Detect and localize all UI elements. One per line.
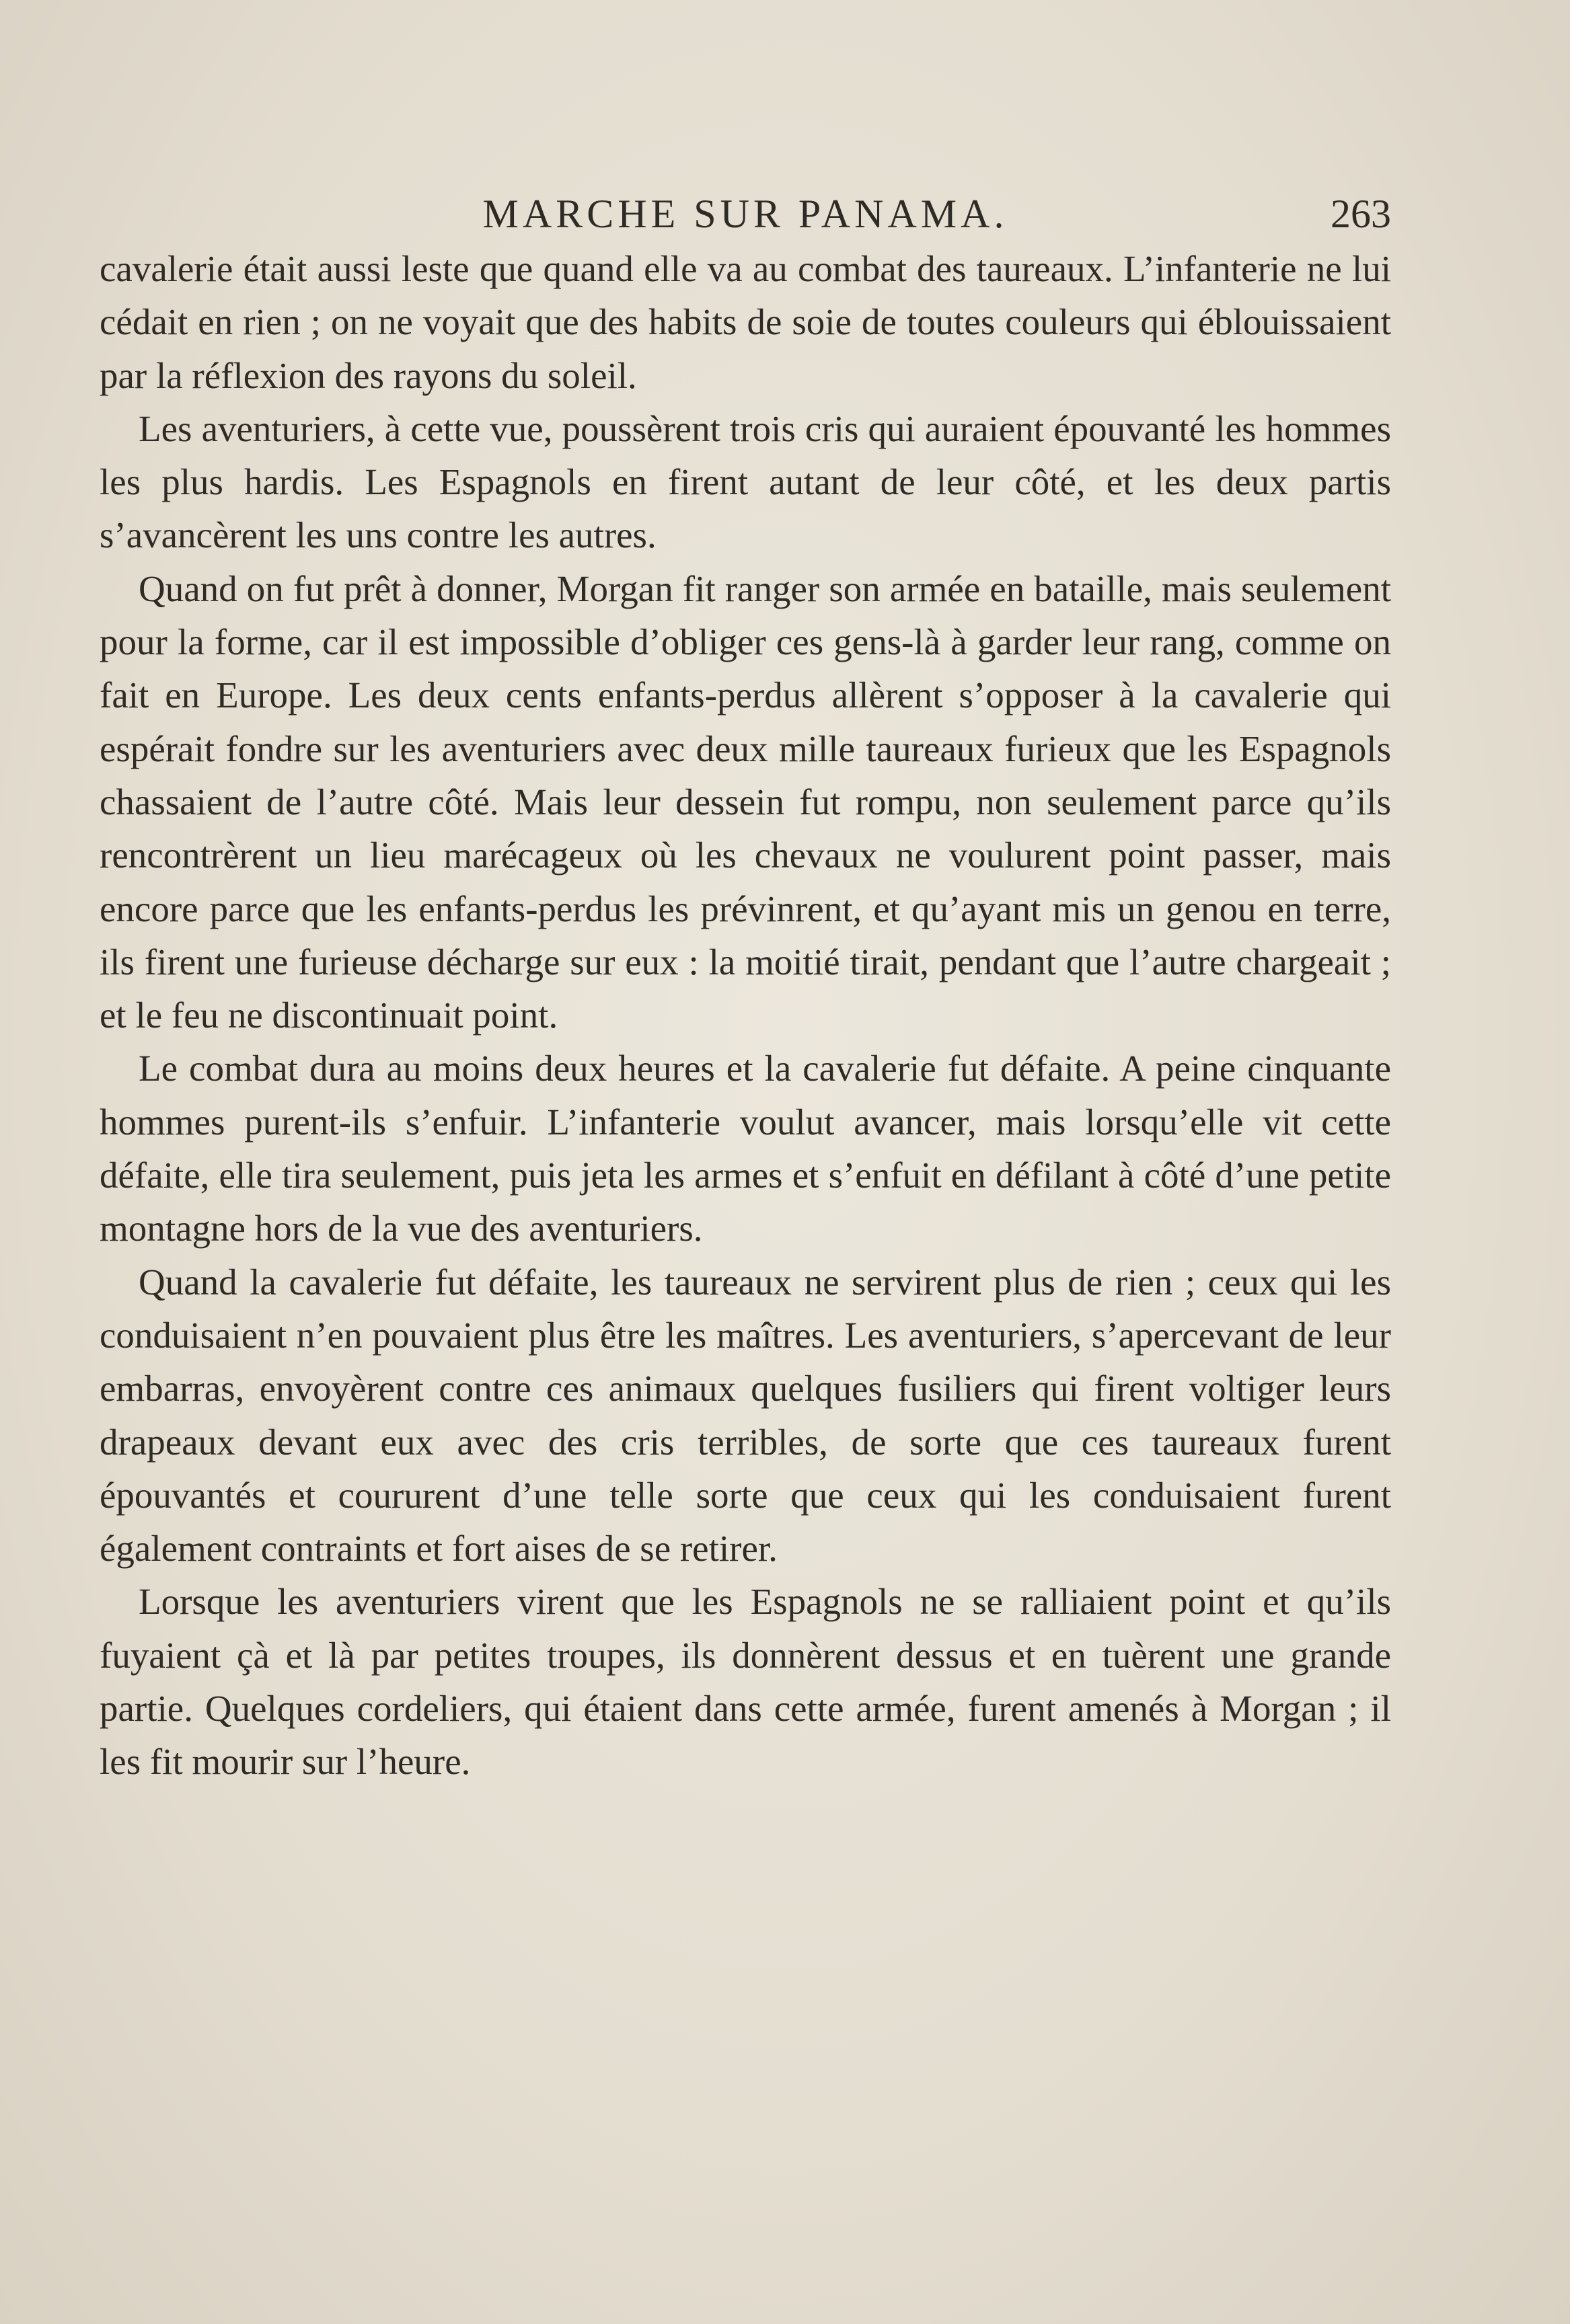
paragraph: cavalerie était aussi leste que quand elle va au combat des taureaux. L’infanterie ne lui cédait en rien ; on ne voyait que des habits de soie de toutes couleurs qui éblouissaient par la réflexion des rayons du soleil. <box>100 248 1391 396</box>
paragraph: Le combat dura au moins deux heures et la cavalerie fut défaite. A peine cinquante hommes purent-ils s’enfuir. L’infanterie voulut avancer, mais lorsqu’elle vit cette défaite, elle tira seulement, puis jeta les armes et s’enfuit en défilant à côté d’une petite montagne hors de la vue des aventuriers. <box>100 1048 1391 1249</box>
paragraph: Lorsque les aventuriers virent que les Espagnols ne se ralliaient point et qu’ils fuyaient çà et là par petites troupes, ils donnèrent dessus et en tuèrent une grande partie. Quelques cordeliers, qui étaient dans cette armée, furent amenés à Morgan ; il les fit mourir sur l’heure. <box>100 1581 1391 1783</box>
running-title: MARCHE SUR PANAMA. <box>482 192 1008 236</box>
running-head <box>100 180 1391 247</box>
paragraph: Les aventuriers, à cette vue, poussèrent trois cris qui auraient épouvanté les hommes les plus hardis. Les Espagnols en firent autant de leur côté, et les deux partis s’avancèrent les uns contre les autres. <box>100 408 1391 556</box>
page-number: 263 <box>1331 192 1391 236</box>
paragraph: Quand on fut prêt à donner, Morgan fit ranger son armée en bataille, mais seulement pour la forme, car il est impossible d’obliger ces gens-là à garder leur rang, comme on fait en Europe. Les deux cents enfants-perdus allèrent s’opposer à la cavalerie qui espérait fondre sur les aventuriers avec deux mille taureaux furieux que les Espagnols chassaient de l’autre côté. Mais leur dessein fut rompu, non seulement parce qu’ils rencontrèrent un lieu marécageux où les chevaux ne voulurent point passer, mais encore parce que les enfants-perdus les prévinrent, et qu’ayant mis un genou en terre, ils firent une furieuse décharge sur eux : la moitié tirait, pendant que l’autre chargeait ; et le feu ne discontinuait point. <box>100 568 1391 1036</box>
body-text <box>100 242 1391 1789</box>
paragraph: Quand la cavalerie fut défaite, les taureaux ne servirent plus de rien ; ceux qui les conduisaient n’en pouvaient plus être les maîtres. Les aventuriers, s’apercevant de leur embarras, envoyèrent contre ces animaux quelques fusiliers qui firent voltiger leurs drapeaux devant eux avec des cris terribles, de sorte que ces taureaux furent épouvantés et coururent d’une telle sorte que ceux qui les conduisaient furent également contraints et fort aises de se retirer. <box>100 1261 1391 1570</box>
